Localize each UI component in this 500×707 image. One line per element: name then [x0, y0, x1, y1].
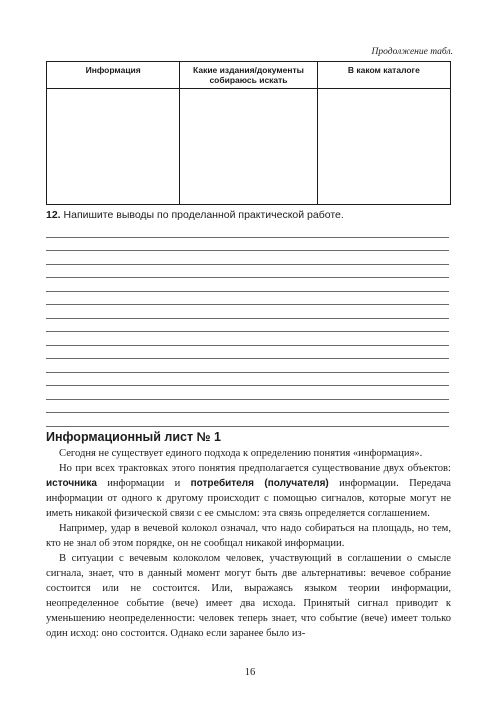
info-sheet-title: Информационный лист № 1: [46, 430, 221, 444]
answer-line: [46, 373, 449, 387]
answer-line: [46, 251, 449, 265]
column-header-publications: Какие издания/документы собираюсь искать: [180, 62, 317, 89]
text-run: Но при всех трактовках этого понятия предполагается существование двух объектов:: [59, 463, 451, 474]
paragraph: В ситуации с вечевым колоколом человек, участвующий в соглашении о смысле сигнала, знает, что в данный момент могут быть две альтернативы: вечевое собрание состоится или не состоится. Или, выражаясь языком теории информации, неопределенное событие (вече) имеет два исхода. Принятый сигнал приводит к уменьшению неопределенности: человек теперь знает, что событие (вече) имеет только один исход: оно состоится. Однако если заранее было из-: [46, 553, 451, 639]
answer-lines: [46, 224, 449, 427]
answer-line: [46, 319, 449, 333]
term-consumer: потребителя (получателя): [190, 478, 329, 489]
continuation-note: Продолжение табл.: [371, 47, 453, 57]
task-number: 12.: [46, 209, 61, 221]
answer-line: [46, 305, 449, 319]
answer-line: [46, 413, 449, 427]
info-sheet-body: [46, 446, 451, 641]
paragraph: [46, 461, 451, 521]
paragraph: Сегодня не существует единого подхода к определению понятия «информация».: [59, 448, 423, 459]
answer-line: [46, 386, 449, 400]
table-cell: [180, 89, 317, 205]
page-number: 16: [244, 667, 256, 678]
task-text: Напишите выводы по проделанной практической работе.: [60, 209, 344, 221]
answer-line: [46, 292, 449, 306]
column-header-catalog: В каком каталоге: [317, 62, 450, 89]
answer-line: [46, 359, 449, 373]
column-header-information: Информация: [47, 62, 180, 89]
table-cell: [47, 89, 180, 205]
table-cell: [317, 89, 450, 205]
term-source: источника: [46, 478, 97, 489]
table-row: [47, 89, 451, 205]
answer-line: [46, 265, 449, 279]
answer-line: [46, 332, 449, 346]
paragraph: Например, удар в вечевой колокол означал, что надо собираться на площадь, но тем, кто не знал об этом порядке, он не сообщал никакой информации.: [46, 523, 451, 549]
answer-line: [46, 238, 449, 252]
answer-line: [46, 224, 449, 238]
task-12: [46, 209, 344, 221]
answer-line: [46, 400, 449, 414]
table-header-row: [47, 62, 451, 89]
text-run: информации и: [96, 478, 191, 489]
answer-line: [46, 278, 449, 292]
answer-line: [46, 346, 449, 360]
catalog-table: [46, 61, 451, 205]
text-run: информации. Передача информации от одного к другому происходит с помощью сигналов, которые могут не иметь никакой физической связи с ее смыслом: эта связь определяется соглашением.: [46, 478, 451, 519]
